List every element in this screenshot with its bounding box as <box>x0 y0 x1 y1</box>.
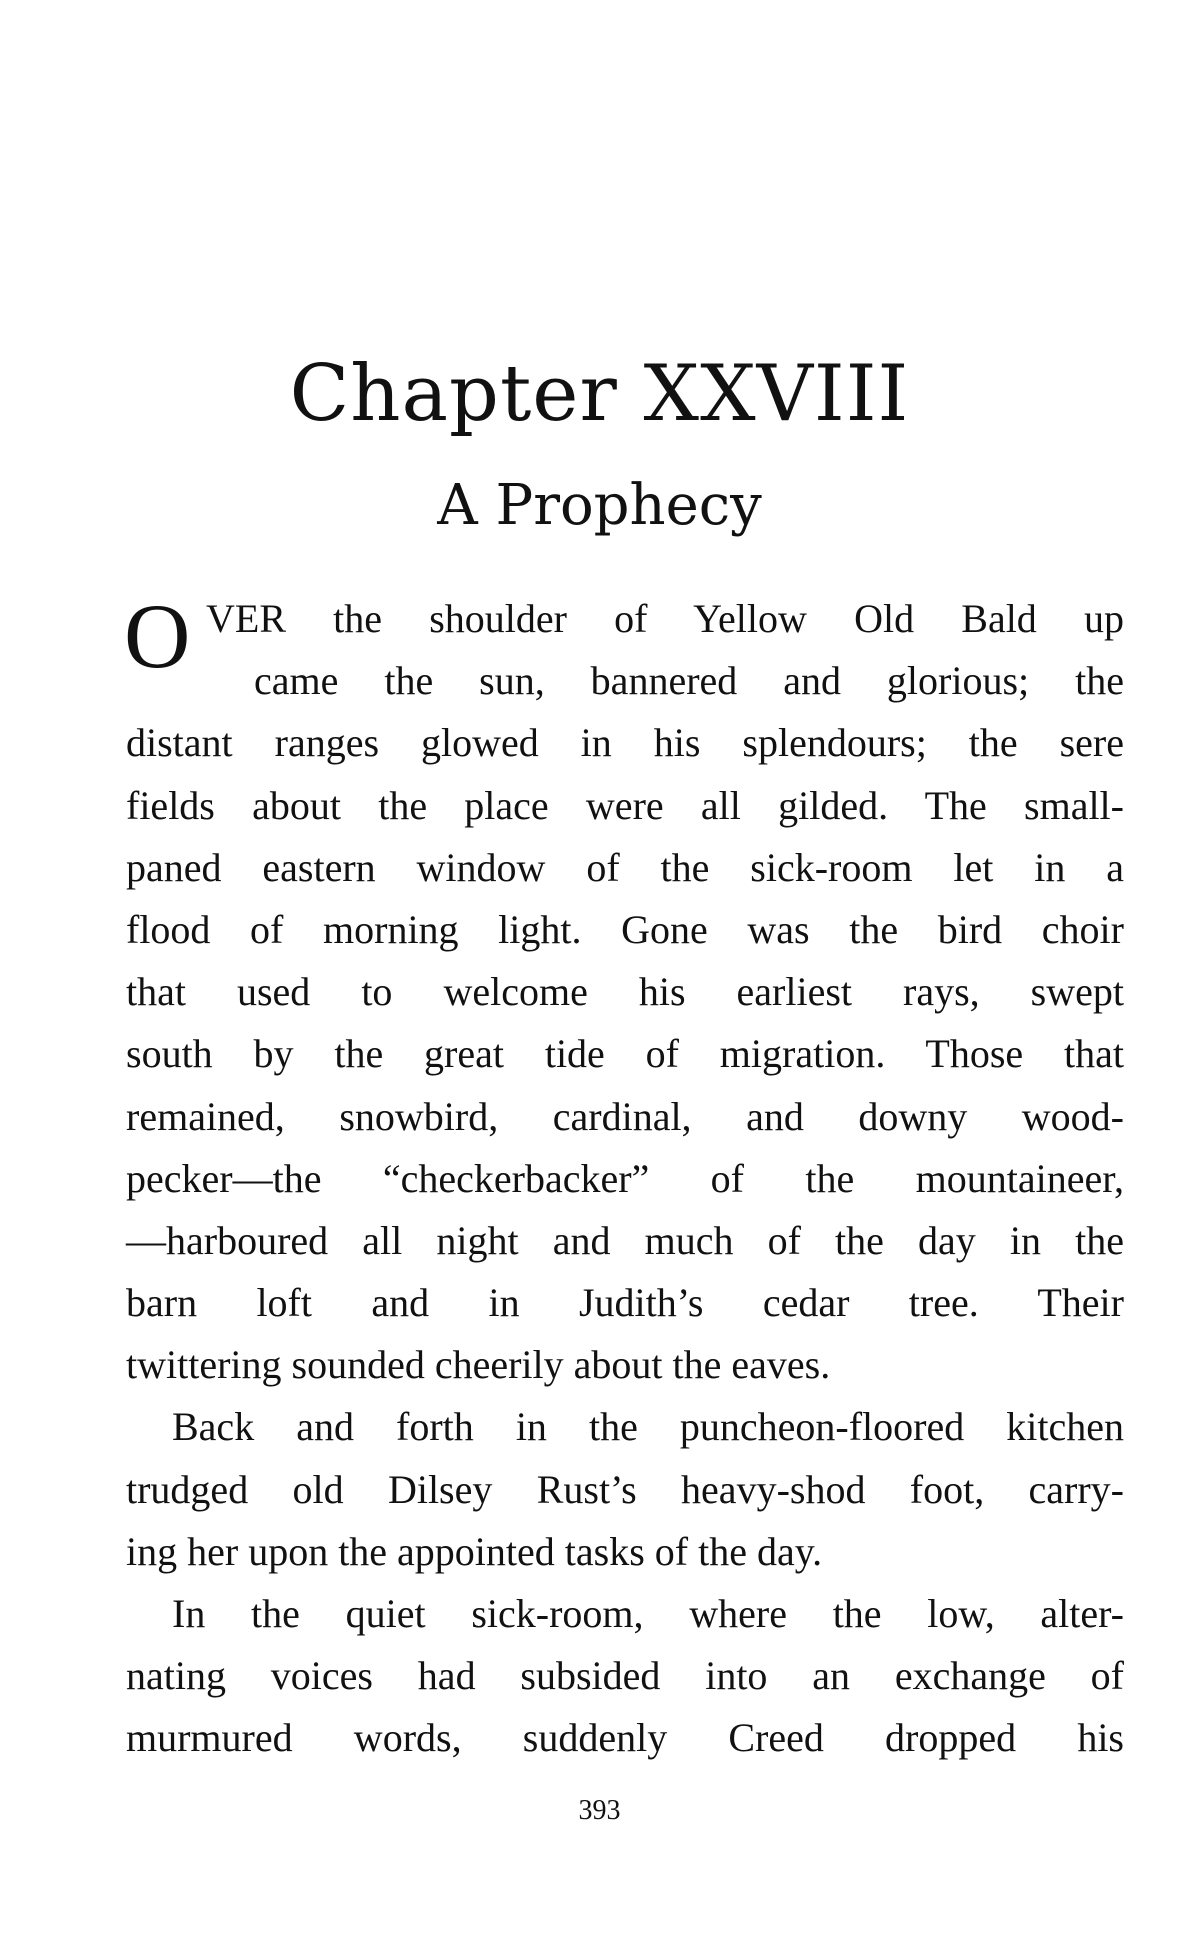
page-number: 393 <box>578 1795 621 1826</box>
text-line: flood of morning light. Gone was the bird choir <box>126 906 1124 952</box>
text-line: paned eastern window of the sick-room let in a <box>126 844 1124 890</box>
text-line: remained, snowbird, cardinal, and downy wood- <box>126 1093 1124 1139</box>
text-line: pecker—the “checkerbacker” of the mountaineer, <box>126 1155 1124 1201</box>
chapter-subtitle: A Prophecy <box>437 473 762 538</box>
text-line: fields about the place were all gilded. The small- <box>126 782 1124 828</box>
text-line: —harboured all night and much of the day in the <box>126 1217 1124 1263</box>
text-line: trudged old Dilsey Rust’s heavy-shod foot, carry- <box>126 1466 1124 1512</box>
text-line: barn loft and in Judith’s cedar tree. Their <box>126 1280 1124 1326</box>
text-line: murmured words, suddenly Creed dropped his <box>126 1715 1124 1761</box>
chapter-title: Chapter XXVIII <box>289 349 910 439</box>
text-line: VER the shoulder of Yellow Old Bald up <box>206 596 1124 641</box>
text-line: that used to welcome his earliest rays, swept <box>126 969 1124 1015</box>
text-line: south by the great tide of migration. Those that <box>126 1031 1124 1077</box>
text-line: twittering sounded cheerily about the eaves. <box>126 1342 831 1388</box>
text-line: nating voices had subsided into an exchange of <box>126 1653 1124 1699</box>
text-line: In the quiet sick-room, where the low, alter- <box>172 1591 1124 1636</box>
text-line: Back and forth in the puncheon-floored kitchen <box>172 1404 1124 1450</box>
text-line: distant ranges glowed in his splendours; the sere <box>126 720 1124 766</box>
drop-cap: O <box>124 585 191 687</box>
text-line: came the sun, bannered and glorious; the <box>254 658 1124 704</box>
text-line: ing her upon the appointed tasks of the day. <box>126 1528 823 1574</box>
body-text <box>124 585 1124 1770</box>
